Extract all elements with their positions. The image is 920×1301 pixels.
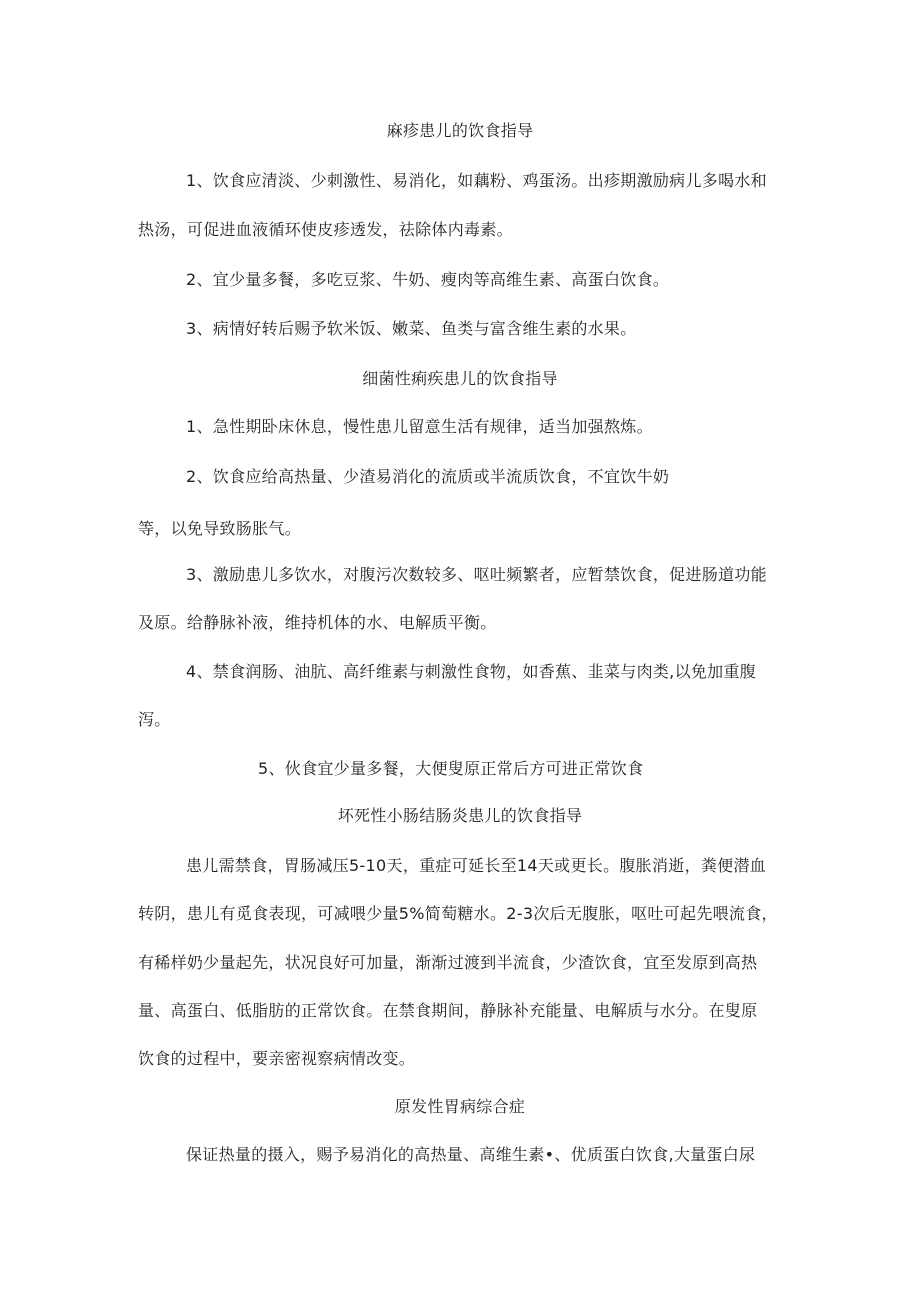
paragraph-line: 3、激励患儿多饮水，对腹污次数较多、呕吐频繁者，应暂禁饮食，促进肠道功能	[186, 565, 767, 584]
paragraph-line: 5、伙食宜少量多餐，大便叟原正常后方可进正常饮食	[258, 759, 644, 778]
section-heading-necrotizing-enterocolitis: 坏死性小肠结肠炎患儿的饮食指导	[337, 806, 583, 825]
paragraph-line: 4、禁食润肠、油肮、高纤维素与刺激性食物，如香蕉、韭菜与肉类,以免加重腹	[186, 662, 757, 681]
paragraph-line: 2、宜少量多餐，多吃豆浆、牛奶、瘦肉等高维生素、高蛋白饮食。	[186, 270, 670, 289]
paragraph-line: 1、饮食应清淡、少刺激性、易消化，如藕粉、鸡蛋汤。出疹期激励病儿多喝水和	[186, 171, 767, 190]
paragraph-line: 3、病情好转后赐予软米饭、嫩菜、鱼类与富含维生素的水果。	[186, 319, 637, 338]
paragraph-line: 及原。给静脉补液，维持机体的水、电解质平衡。	[138, 613, 497, 632]
paragraph-line: 1、急性期卧床休息，慢性患儿留意生活有规律，适当加强熬炼。	[186, 417, 653, 436]
paragraph-line: 有稀样奶少量起先，状况良好可加量，渐渐过渡到半流食，少渣饮食，宜至发原到高热	[138, 953, 758, 972]
paragraph-line: 量、高蛋白、低脂肪的正常饮食。在禁食期间，静脉补充能量、电解质与水分。在叟原	[138, 1001, 758, 1020]
paragraph-line: 转阴，患儿有觅食表现，可减喂少量5%简萄糖水。2-3次后无腹胀，呕吐可起先喂流食，	[138, 904, 778, 923]
paragraph-line: 保证热量的摄入，赐予易消化的高热量、高维生素•、优质蛋白饮食,大量蛋白尿	[186, 1145, 756, 1164]
section-heading-dysentery: 细菌性痢疾患儿的饮食指导	[362, 369, 558, 388]
paragraph-line: 等，以免导致肠胀气。	[138, 519, 302, 538]
paragraph-line: 泻。	[138, 710, 171, 729]
paragraph-line: 热汤，可促进血液循环使皮疹透发，祛除体内毒素。	[138, 220, 513, 239]
section-heading-nephrotic-syndrome: 原发性胃病综合症	[394, 1097, 526, 1116]
paragraph-line: 饮食的过程中，要亲密视察病情改变。	[138, 1049, 416, 1068]
section-heading-measles: 麻疹患儿的饮食指导	[386, 121, 534, 140]
paragraph-line: 患儿需禁食，胃肠减压5-10天，重症可延长至14天或更长。腹胀消逝，粪便潜血	[186, 856, 767, 875]
paragraph-line: 2、饮食应给高热量、少渣易消化的流质或半流质饮食，不宜饮牛奶	[186, 467, 670, 486]
